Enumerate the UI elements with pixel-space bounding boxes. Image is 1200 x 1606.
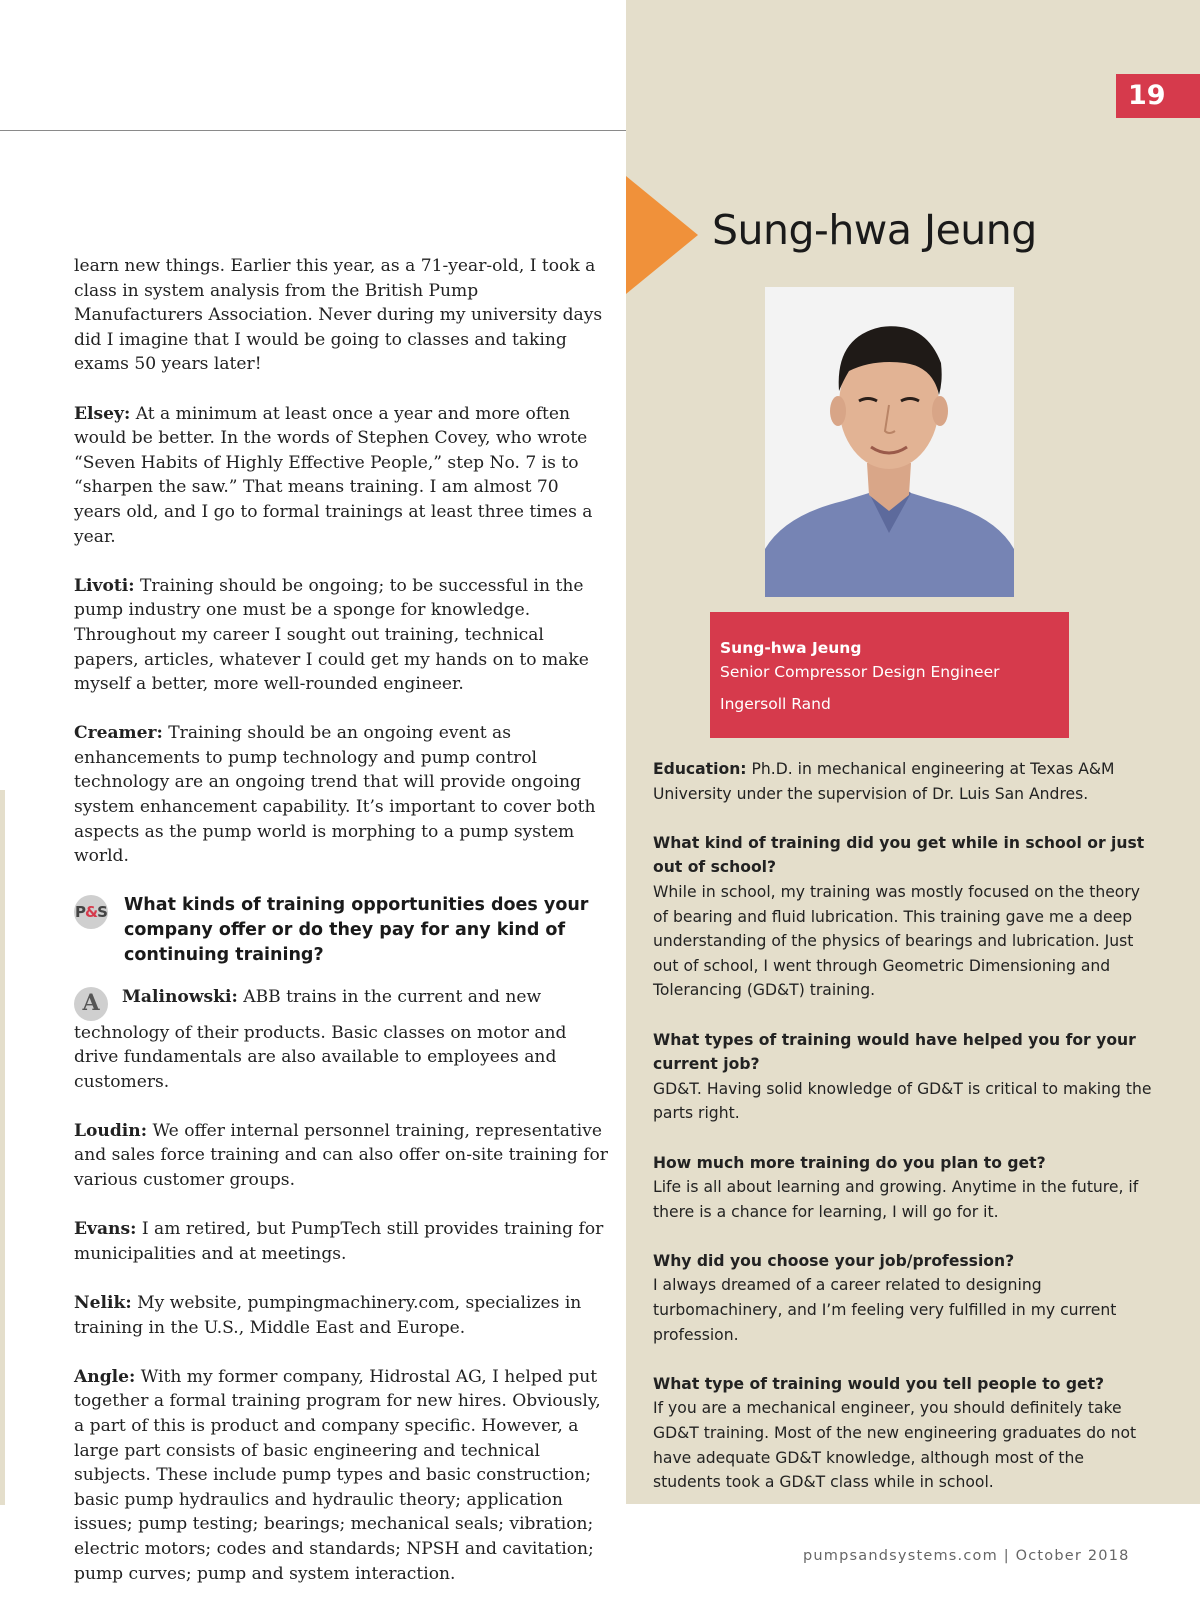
answer-paragraph: Elsey: At a minimum at least once a year and more often would be better. In the words of Stephen Covey, who wrote “Seven Habits of Highly Effective People,” step No. 7 is to “sharpen the saw.” That means training. I am almost 70 years old, and I go to formal trainings at least three times a year. [74,403,593,547]
interview-question: What kind of training did you get while in school or just out of school? [653,833,1145,877]
answer-paragraph: Evans: I am retired, but PumpTech still provides training for municipalities and at meetings. [74,1219,604,1264]
article-intro: learn new things. Earlier this year, as a 71-year-old, I took a class in system analysis from the British Pump Manufacturers Association. Never during my university days did I imagine that I would be going to classes and taking exams 50 years later! [74,256,603,375]
interview-question: What types of training would have helped you for your current job? [653,1030,1136,1074]
question-text: What kinds of training opportunities does your company offer or do they pay for any kind of continuing training? [124,895,589,965]
interview-question: Why did you choose your job/profession? [653,1251,1015,1270]
interview-qa [653,1028,1153,1126]
interview-question: How much more training do you plan to get? [653,1153,1046,1172]
left-edge-strip [0,790,5,1505]
answer-paragraph: A Malinowski: ABB trains in the current and new technology of their products. Basic classes on motor and drive fundamentals are also available to employees and customers. [74,987,567,1092]
ps-logo-icon: P & S [74,895,108,929]
interview-qa [653,831,1153,1003]
answer-paragraph: Creamer: Training should be an ongoing event as enhancements to pump technology and pump control technology are an ongoing trend that will provide ongoing system enhancement capability. It’s important to cover both aspects as the pump world is morphing to a pump system world. [74,723,596,867]
answer-paragraph: Nelik: My website, pumpingmachinery.com, specializes in training in the U.S., Middle East and Europe. [74,1293,582,1338]
interview-answer: Life is all about learning and growing. Anytime in the future, if there is a chance for learning, I will go for it. [653,1178,1139,1221]
caption-company: Ingersoll Rand [720,695,831,713]
caption-name: Sung-hwa Jeung [720,639,862,657]
answer-icon: A [74,987,108,1021]
interview-qa [653,1249,1153,1347]
question-block [74,893,609,967]
profile-photo [765,287,1014,597]
interview-question: What type of training would you tell people to get? [653,1374,1105,1393]
profile-caption-box [710,612,1069,738]
header-rule [0,130,626,131]
page-number: 19 [1116,74,1200,118]
interview-answer: If you are a mechanical engineer, you should definitely take GD&T training. Most of the new engineering graduates do not have adequate GD&T knowledge, although most of the students took a GD&T class while in school. [653,1399,1137,1492]
answer-paragraph: Livoti: Training should be ongoing; to be successful in the pump industry one must be a sponge for knowledge. Throughout my career I sought out training, technical papers, articles, whatever I could get my hands on to make myself a better, more well-rounded engineer. [74,575,589,695]
interview-qa [653,1372,1153,1495]
interview-answer: While in school, my training was mostly focused on the theory of bearing and fluid lubrication. This training gave me a deep understanding of the physics of bearings and lubrication. Just out of school, I went through Geometric Dimensioning and Tolerancing (GD&T) training. [653,882,1140,1000]
answer-paragraph: Angle: With my former company, Hidrostal AG, I helped put together a formal training program for new hires. Obviously, a part of this is product and company specific. However, a large part consists of basic engineering and technical subjects. These include pump types and basic construction; basic pump hydraulics and hydraulic theory; application issues; pump testing; bearings; mechanical seals; vibration; electric motors; codes and standards; NPSH and cavitation; pump curves; pump and system interaction. [74,1366,601,1584]
answer-paragraph: Loudin: We offer internal personnel training, representative and sales force training and can also offer on-site training for various customer groups. [74,1120,608,1191]
profile-interview [653,757,1153,1519]
interview-qa [653,1151,1153,1225]
page-footer: pumpsandsystems.com | October 2018 [803,1548,1130,1564]
interview-answer: GD&T. Having solid knowledge of GD&T is critical to making the parts right. [653,1079,1152,1123]
education-block: Education: Ph.D. in mechanical engineering at Texas A&M University under the supervision of Dr. Luis San Andres. [653,760,1115,803]
article-column [74,254,609,1606]
interview-answer: I always dreamed of a career related to designing turbomachinery, and I’m feeling very fulfilled in my current profession. [653,1276,1117,1344]
caption-title: Senior Compressor Design Engineer [720,663,1000,681]
profile-name-heading: Sung-hwa Jeung [712,206,1037,254]
orange-arrow-icon [626,176,698,294]
